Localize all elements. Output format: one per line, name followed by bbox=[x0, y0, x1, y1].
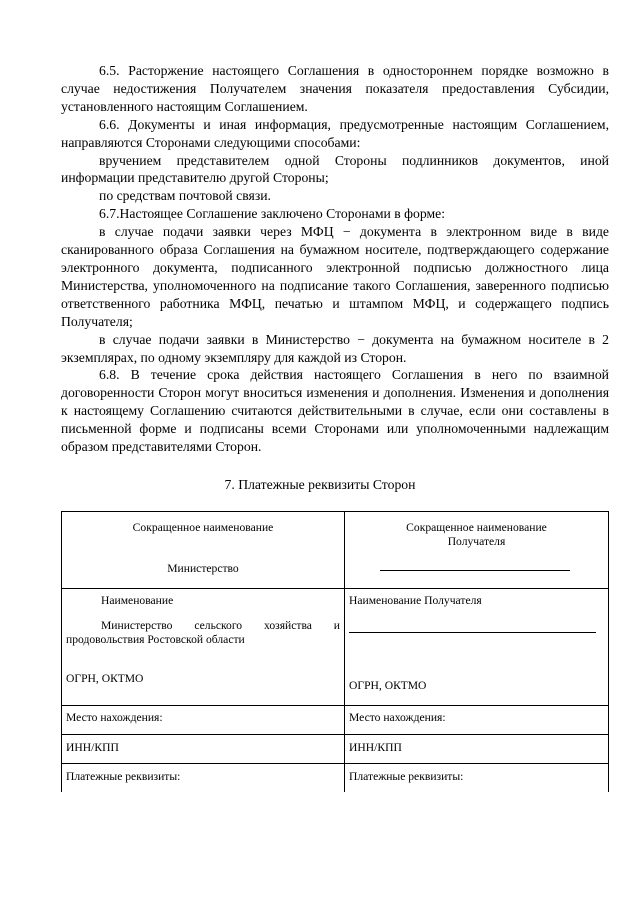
left-payment-cell bbox=[62, 764, 345, 792]
left-name-cell bbox=[62, 589, 345, 706]
section-title: 7. Платежные реквизиты Сторон bbox=[224, 477, 416, 492]
right-short-name-cell bbox=[345, 512, 609, 589]
requisites-table bbox=[61, 511, 609, 792]
right-name-line[interactable] bbox=[349, 631, 596, 633]
left-ogrn: ОГРН, ОКТМО bbox=[66, 672, 144, 685]
left-address-label: Место нахождения: bbox=[66, 711, 163, 724]
paragraph-delivery-method: вручением представителем одной Стороны подлинников документов, иной информации представителю другой Стороны; bbox=[61, 152, 609, 186]
table-row bbox=[62, 706, 609, 735]
right-inn-cell bbox=[345, 735, 609, 764]
right-name-cell bbox=[345, 589, 609, 706]
paragraph-mfc-form: в случае подачи заявки через МФЦ − документа в электронном виде в виде сканированного образа Соглашения на бумажном носителе, подтверждающего содержание электронного документа, подписанного электронной подписью должностного лица Министерства, уполномоченного на подписание такого Соглашения, заверенного подписью ответственного работника МФЦ, печатью и штампом МФЦ, и содержащего подпись Получателя; bbox=[61, 224, 609, 329]
left-short-name-label: Сокращенное наименование bbox=[132, 521, 274, 534]
paragraph-6-6: 6.6. Документы и иная информация, предусмотренные настоящим Соглашением, направляются Сторонами следующими способами: bbox=[61, 116, 609, 150]
right-ogrn: ОГРН, ОКТМО bbox=[349, 679, 427, 692]
right-short-name-label: Сокращенное наименование Получателя bbox=[406, 521, 547, 548]
table-row bbox=[62, 589, 609, 706]
right-short-name-line[interactable] bbox=[380, 569, 570, 571]
left-name-value: Министерство сельского хозяйства и продовольствия Ростовской области bbox=[66, 619, 340, 646]
paragraph-postal-method: по средствам почтовой связи. bbox=[99, 188, 271, 204]
right-address-label: Место нахождения: bbox=[349, 711, 446, 724]
right-payment-cell bbox=[345, 764, 609, 792]
right-address-cell bbox=[345, 706, 609, 735]
left-short-name-value: Министерство bbox=[167, 562, 239, 575]
table-row bbox=[62, 512, 609, 589]
left-short-name-cell bbox=[62, 512, 345, 589]
paragraph-6-7: 6.7.Настоящее Соглашение заключено Сторонами в форме: bbox=[99, 206, 445, 222]
left-name-label: Наименование bbox=[101, 594, 174, 607]
right-name-label: Наименование Получателя bbox=[349, 594, 482, 607]
right-inn-label: ИНН/КПП bbox=[349, 741, 402, 754]
left-payment-label: Платежные реквизиты: bbox=[66, 770, 181, 783]
paragraph-6-8: 6.8. В течение срока действия настоящего Соглашения в него по взаимной договоренности Сторон могут вноситься изменения и дополнения. Изменения и дополнения к настоящему Соглашению считаются действительными в случае, если они составлены в письменной форме и подписаны всеми Сторонами или уполномоченными надлежащим образом представителями Сторон. bbox=[61, 367, 609, 455]
right-payment-label: Платежные реквизиты: bbox=[349, 770, 464, 783]
table-row bbox=[62, 735, 609, 764]
paragraph-6-5: 6.5. Расторжение настоящего Соглашения в одностороннем порядке возможно в случае недостижения Получателем значения показателя предоставления Субсидии, установленного настоящим Соглашением. bbox=[61, 63, 609, 114]
left-inn-label: ИНН/КПП bbox=[66, 741, 119, 754]
paragraph-ministry-form: в случае подачи заявки в Министерство − документа на бумажном носителе в 2 экземплярах, по одному экземпляру для каждой из Сторон. bbox=[61, 331, 609, 365]
left-inn-cell bbox=[62, 735, 345, 764]
table-row bbox=[62, 764, 609, 792]
left-address-cell bbox=[62, 706, 345, 735]
agreement-text bbox=[61, 62, 609, 456]
